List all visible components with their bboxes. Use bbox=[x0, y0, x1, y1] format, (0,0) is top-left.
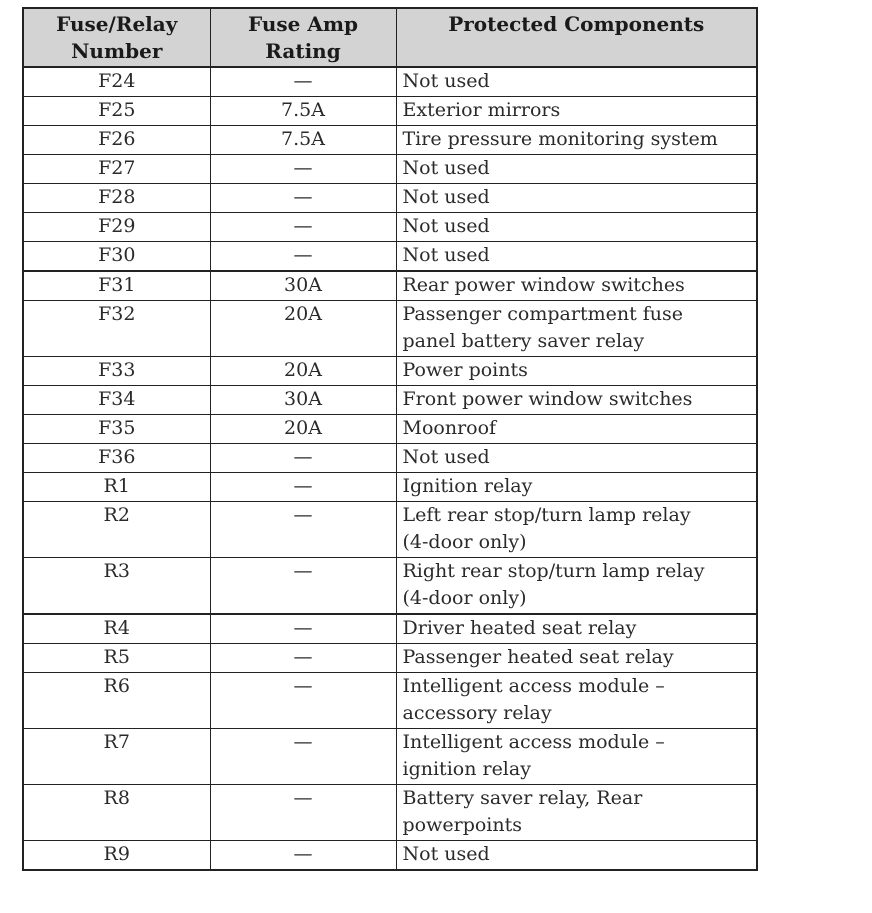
table-row bbox=[23, 271, 757, 301]
protected-components-line: Not used bbox=[402, 186, 490, 208]
header-number-line-2: Number bbox=[71, 39, 163, 63]
protected-components-line: (4-door only) bbox=[402, 531, 527, 553]
protected-components-line: panel battery saver relay bbox=[402, 330, 645, 352]
protected-components-line: Moonroof bbox=[402, 417, 497, 439]
table-row bbox=[23, 614, 757, 644]
fuse-amp-rating-cell: — bbox=[210, 473, 396, 502]
protected-components-line: Intelligent access module – bbox=[402, 675, 665, 697]
header-amp-line-1: Fuse Amp bbox=[248, 12, 358, 36]
table-row bbox=[23, 357, 757, 386]
fuse-relay-number-cell: R2 bbox=[23, 502, 210, 558]
fuse-amp-rating-cell: — bbox=[210, 673, 396, 729]
table-row bbox=[23, 841, 757, 871]
fuse-amp-rating-cell: — bbox=[210, 444, 396, 473]
fuse-relay-number-cell: F32 bbox=[23, 301, 210, 357]
protected-components-line: Left rear stop/turn lamp relay bbox=[402, 504, 691, 526]
fuse-amp-rating-cell: — bbox=[210, 242, 396, 272]
table-row bbox=[23, 213, 757, 242]
table-row bbox=[23, 644, 757, 673]
fuse-amp-rating-cell: — bbox=[210, 155, 396, 184]
header-row bbox=[23, 8, 757, 67]
fuse-relay-number-cell: R3 bbox=[23, 558, 210, 615]
protected-components-cell bbox=[396, 301, 757, 357]
protected-components-line: ignition relay bbox=[402, 758, 531, 780]
fuse-relay-number-cell: R9 bbox=[23, 841, 210, 871]
protected-components-line: Not used bbox=[402, 157, 490, 179]
table-row bbox=[23, 415, 757, 444]
protected-components-cell bbox=[396, 271, 757, 301]
protected-components-cell bbox=[396, 97, 757, 126]
protected-components-line: Right rear stop/turn lamp relay bbox=[402, 560, 705, 582]
table-row bbox=[23, 673, 757, 729]
protected-components-cell bbox=[396, 155, 757, 184]
protected-components-line: Battery saver relay, Rear bbox=[402, 787, 643, 809]
protected-components-line: Front power window switches bbox=[402, 388, 693, 410]
protected-components-line: Intelligent access module – bbox=[402, 731, 665, 753]
header-protected-components: Protected Components bbox=[396, 8, 757, 67]
table-row bbox=[23, 785, 757, 841]
fuse-relay-number-cell: R6 bbox=[23, 673, 210, 729]
protected-components-line: Driver heated seat relay bbox=[402, 617, 637, 639]
fuse-relay-number-cell: F25 bbox=[23, 97, 210, 126]
protected-components-cell bbox=[396, 614, 757, 644]
protected-components-cell bbox=[396, 126, 757, 155]
fuse-amp-rating-cell: 20A bbox=[210, 415, 396, 444]
table-row bbox=[23, 67, 757, 97]
protected-components-cell bbox=[396, 184, 757, 213]
protected-components-line: Passenger compartment fuse bbox=[402, 303, 684, 325]
protected-components-cell bbox=[396, 729, 757, 785]
fuse-relay-number-cell: R1 bbox=[23, 473, 210, 502]
protected-components-cell bbox=[396, 785, 757, 841]
fuse-relay-number-cell: F26 bbox=[23, 126, 210, 155]
protected-components-line: Not used bbox=[402, 244, 490, 266]
header-number-line-1: Fuse/Relay bbox=[56, 12, 178, 36]
protected-components-cell bbox=[396, 558, 757, 615]
protected-components-cell bbox=[396, 644, 757, 673]
fuse-relay-number-cell: F35 bbox=[23, 415, 210, 444]
table-row bbox=[23, 155, 757, 184]
fuse-relay-number-cell: R4 bbox=[23, 614, 210, 644]
protected-components-line: Ignition relay bbox=[402, 475, 533, 497]
table-row bbox=[23, 502, 757, 558]
fuse-amp-rating-cell: 7.5A bbox=[210, 126, 396, 155]
header-fuse-relay-number bbox=[23, 8, 210, 67]
protected-components-line: Not used bbox=[402, 843, 490, 865]
protected-components-line: Not used bbox=[402, 215, 490, 237]
table-row bbox=[23, 301, 757, 357]
protected-components-line: Passenger heated seat relay bbox=[402, 646, 674, 668]
fuse-relay-number-cell: R8 bbox=[23, 785, 210, 841]
fuse-amp-rating-cell: — bbox=[210, 841, 396, 871]
table-body bbox=[23, 67, 757, 870]
fuse-relay-table bbox=[22, 7, 758, 871]
fuse-relay-number-cell: F27 bbox=[23, 155, 210, 184]
header-fuse-amp-rating bbox=[210, 8, 396, 67]
fuse-amp-rating-cell: 30A bbox=[210, 386, 396, 415]
protected-components-cell bbox=[396, 386, 757, 415]
fuse-relay-number-cell: R7 bbox=[23, 729, 210, 785]
fuse-amp-rating-cell: 20A bbox=[210, 357, 396, 386]
protected-components-line: accessory relay bbox=[402, 702, 552, 724]
fuse-amp-rating-cell: — bbox=[210, 502, 396, 558]
protected-components-cell bbox=[396, 502, 757, 558]
fuse-relay-number-cell: F36 bbox=[23, 444, 210, 473]
fuse-amp-rating-cell: 20A bbox=[210, 301, 396, 357]
fuse-relay-number-cell: F28 bbox=[23, 184, 210, 213]
fuse-amp-rating-cell: — bbox=[210, 67, 396, 97]
table-row bbox=[23, 126, 757, 155]
protected-components-cell bbox=[396, 673, 757, 729]
protected-components-line: Not used bbox=[402, 446, 490, 468]
fuse-amp-rating-cell: — bbox=[210, 614, 396, 644]
fuse-relay-number-cell: F34 bbox=[23, 386, 210, 415]
protected-components-cell bbox=[396, 242, 757, 272]
protected-components-line: Not used bbox=[402, 70, 490, 92]
protected-components-cell bbox=[396, 841, 757, 871]
table-row bbox=[23, 558, 757, 615]
fuse-relay-number-cell: F29 bbox=[23, 213, 210, 242]
fuse-amp-rating-cell: — bbox=[210, 729, 396, 785]
fuse-amp-rating-cell: 7.5A bbox=[210, 97, 396, 126]
table-row bbox=[23, 729, 757, 785]
fuse-amp-rating-cell: — bbox=[210, 558, 396, 615]
protected-components-line: Exterior mirrors bbox=[402, 99, 561, 121]
protected-components-line: Rear power window switches bbox=[402, 274, 685, 296]
protected-components-cell bbox=[396, 357, 757, 386]
table-row bbox=[23, 473, 757, 502]
header-amp-line-2: Rating bbox=[265, 39, 341, 63]
fuse-amp-rating-cell: — bbox=[210, 644, 396, 673]
protected-components-line: Power points bbox=[402, 359, 528, 381]
fuse-relay-number-cell: F33 bbox=[23, 357, 210, 386]
fuse-amp-rating-cell: — bbox=[210, 213, 396, 242]
table-row bbox=[23, 242, 757, 272]
fuse-amp-rating-cell: — bbox=[210, 785, 396, 841]
table-row bbox=[23, 97, 757, 126]
protected-components-cell bbox=[396, 67, 757, 97]
fuse-relay-number-cell: F31 bbox=[23, 271, 210, 301]
fuse-relay-number-cell: R5 bbox=[23, 644, 210, 673]
protected-components-cell bbox=[396, 473, 757, 502]
fuse-amp-rating-cell: 30A bbox=[210, 271, 396, 301]
protected-components-line: Tire pressure monitoring system bbox=[402, 128, 718, 150]
table-row bbox=[23, 444, 757, 473]
protected-components-cell bbox=[396, 213, 757, 242]
table-row bbox=[23, 184, 757, 213]
protected-components-cell bbox=[396, 444, 757, 473]
table-row bbox=[23, 386, 757, 415]
protected-components-line: powerpoints bbox=[402, 814, 522, 836]
fuse-relay-number-cell: F24 bbox=[23, 67, 210, 97]
fuse-relay-number-cell: F30 bbox=[23, 242, 210, 272]
protected-components-line: (4-door only) bbox=[402, 587, 527, 609]
protected-components-cell bbox=[396, 415, 757, 444]
fuse-amp-rating-cell: — bbox=[210, 184, 396, 213]
